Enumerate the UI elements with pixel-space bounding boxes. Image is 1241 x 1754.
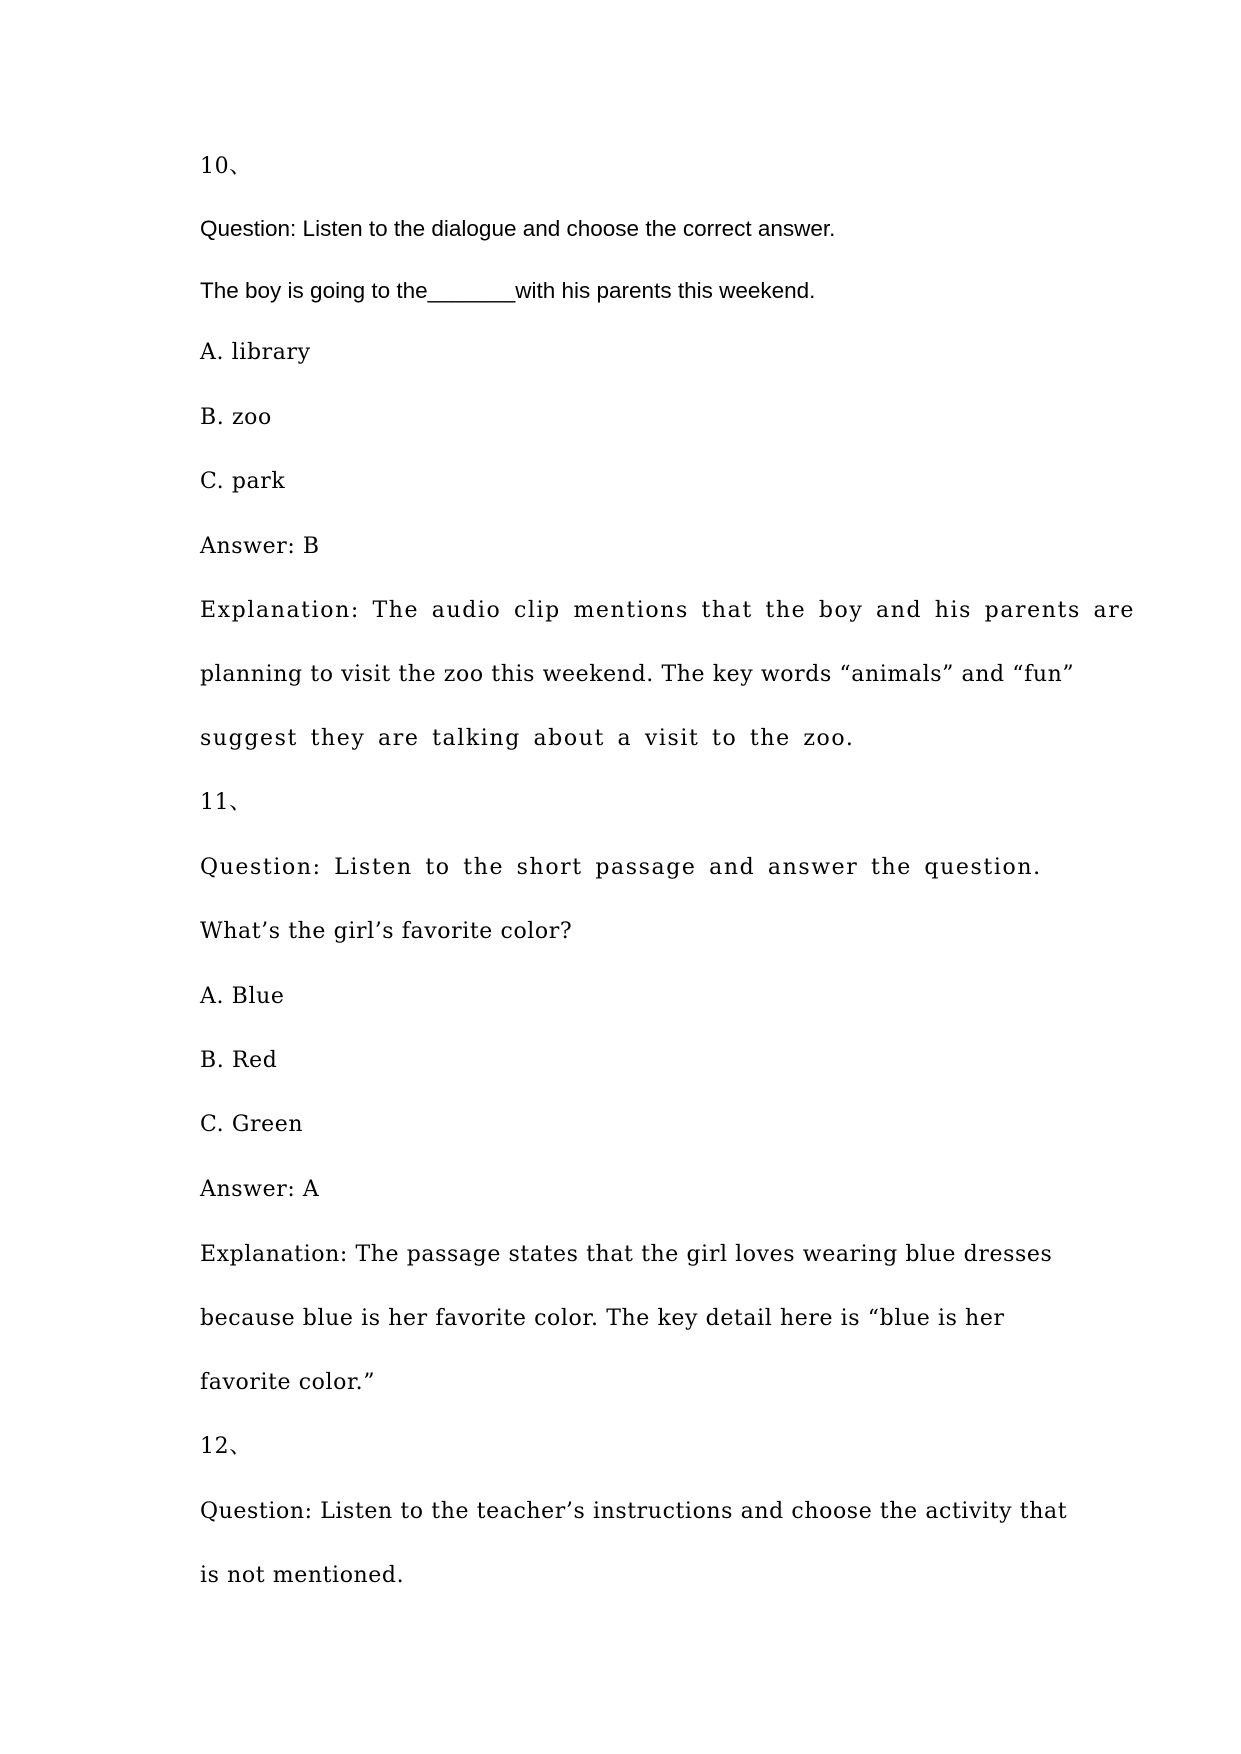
explanation-line: suggest they are talking about a visit to the zoo.: [200, 726, 855, 751]
question-number: 12、: [200, 1434, 252, 1459]
question-text: Question: Listen to the short passage and answer the question.: [200, 855, 1042, 880]
option-b: B. Red: [200, 1048, 278, 1073]
question-prompt: The boy is going to the_______with his parents this weekend.: [200, 278, 816, 303]
explanation-line: Explanation: The audio clip mentions that the boy and his parents are: [200, 598, 1135, 623]
option-b: B. zoo: [200, 405, 272, 430]
explanation-line: planning to visit the zoo this weekend. The key words “animals” and “fun”: [200, 662, 1075, 687]
answer: Answer: A: [200, 1177, 320, 1202]
explanation-line: because blue is her favorite color. The key detail here is “blue is her: [200, 1306, 1005, 1331]
option-c: C. park: [200, 469, 286, 494]
explanation-line: favorite color.”: [200, 1370, 376, 1395]
question-number: 11、: [200, 790, 252, 815]
answer: Answer: B: [200, 534, 320, 559]
explanation-line: Explanation: The passage states that the girl loves wearing blue dresses: [200, 1242, 1053, 1267]
option-c: C. Green: [200, 1112, 304, 1137]
question-prompt: What’s the girl’s favorite color?: [200, 919, 573, 944]
option-a: A. Blue: [200, 984, 285, 1009]
option-a: A. library: [200, 340, 311, 365]
question-text: Question: Listen to the teacher’s instructions and choose the activity that: [200, 1499, 1068, 1524]
question-text: is not mentioned.: [200, 1563, 405, 1588]
question-number: 10、: [200, 154, 252, 179]
question-text: Question: Listen to the dialogue and choose the correct answer.: [200, 216, 836, 241]
